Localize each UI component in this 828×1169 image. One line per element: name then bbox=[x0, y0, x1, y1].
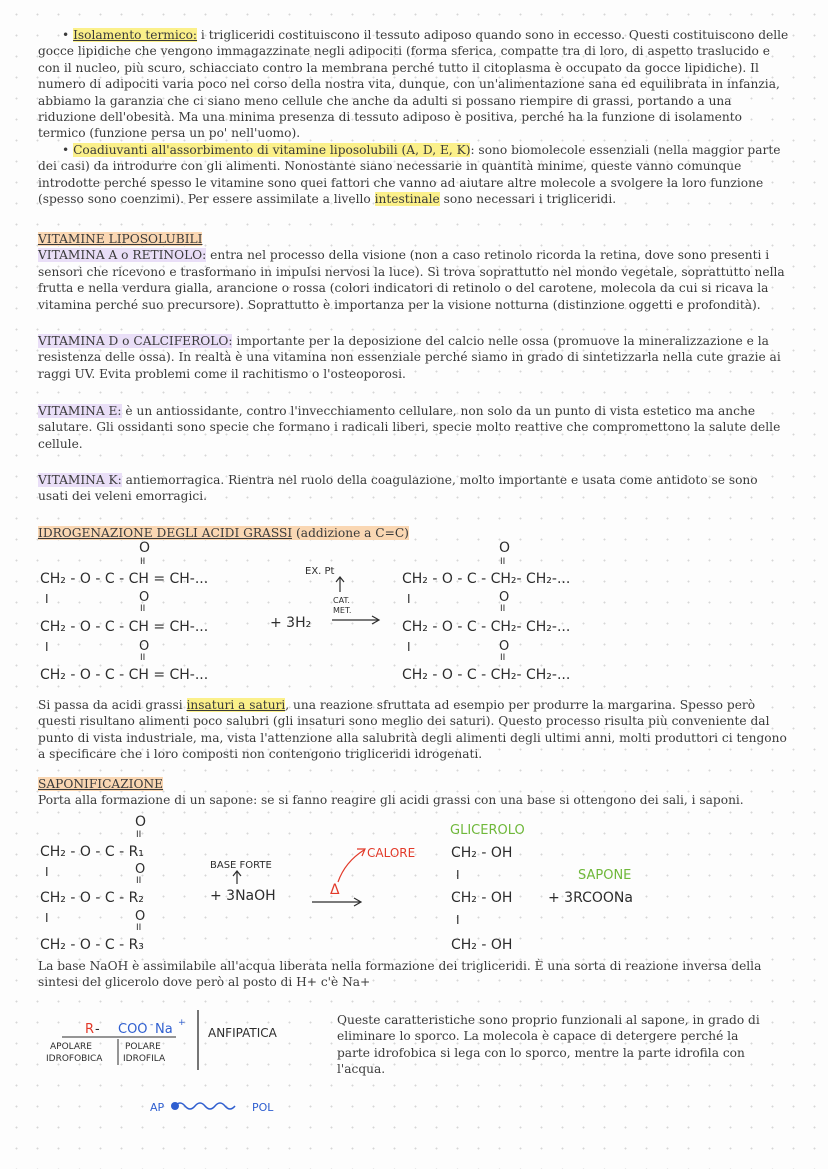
bond-bar: I bbox=[407, 640, 411, 654]
heading-note: (addizione a C=C) bbox=[292, 526, 409, 540]
ester-row-1: CH₂ - O - C - CH = CH-... bbox=[40, 571, 209, 587]
saponification-reaction bbox=[0, 812, 828, 957]
carbonyl-oxygen: O bbox=[139, 590, 150, 605]
bond-bar: I bbox=[456, 868, 460, 882]
vitamin-a-text: entra nel processo della visione (non a caso retinolo ricorda la retina, dove sono presenti i sensori che ricevono e trasformano in impulsi nervosi la luce). Si trova soprattutto nel mondo vegetale, soprattutto nella frutta e nella verdura gialla, arancione o rossa (colori indicatori di retinolo o del carotene, molecola da cui si ricava la vitamina perché suo precursore). Soprattutto è importanza per la visione notturna (distinzione oggetti e profondità). bbox=[38, 248, 785, 312]
bullet-text: sono necessari i trigliceridi. bbox=[439, 192, 617, 207]
hydrogenation-heading-block bbox=[38, 525, 790, 541]
bond-bar: I bbox=[45, 640, 49, 654]
catalyst-label: CAT. bbox=[333, 596, 350, 605]
apolar-label: APOLARE bbox=[50, 1042, 92, 1052]
carbonyl-oxygen: O bbox=[139, 639, 150, 654]
naoh-reagent: + 3NaOH bbox=[210, 888, 276, 904]
catalyst-label: EX. Pt bbox=[305, 566, 335, 577]
bullet-text: : sono biomolecole essenziali (nella maggior parte dei casi) da introdurre con gli alimenti. Nonostante siano necessarie in quantità minime, queste vanno comunque introdotte perché spesso le vitamine sono quei fattori che vanno ad aiutare altre molecole a svolgere la loro funzione (spesso sono coenzimi). Per essere assimilate a livello bbox=[38, 142, 781, 207]
vitamin-e-block bbox=[38, 403, 790, 452]
section-heading: IDROGENAZIONE DEGLI ACIDI GRASSI bbox=[38, 526, 293, 540]
bond-bar: I bbox=[407, 592, 411, 606]
soap-structure bbox=[0, 1005, 330, 1125]
tail-icon bbox=[175, 1103, 235, 1109]
delta-symbol: Δ bbox=[330, 882, 340, 898]
ester-row-2: CH₂ - O - C - R₂ bbox=[40, 890, 144, 906]
double-bond: II bbox=[140, 557, 146, 567]
minus-charge: - bbox=[150, 1020, 154, 1030]
bullet-section bbox=[38, 27, 790, 207]
bond-bar: I bbox=[456, 913, 460, 927]
plus-charge: + bbox=[178, 1018, 186, 1028]
glycerol-row-3: CH₂ - OH bbox=[451, 937, 513, 953]
vitamin-a-title: VITAMINA A o RETINOLO: bbox=[38, 248, 207, 263]
double-bond: II bbox=[500, 653, 506, 663]
ester-row-1: CH₂ - O - C - CH₂- CH₂-... bbox=[402, 571, 571, 587]
bullet-coadiuvanti: • Coadiuvanti all'assorbimento di vitamine liposolubili (A, D, E, K): sono biomolecole essenziali (nella maggior parte dei casi) da introdurre con gli alimenti. Nonostante siano necessarie in quantità minime, queste vanno comunque introdotte perché spesso le vitamine sono quei fattori che vanno ad aiutare altre molecole a svolgere la loro funzione (spesso sono coenzimi). Per essere assimilate a livello intestinale sono necessari i trigliceridi. bbox=[38, 142, 781, 207]
carbonyl-oxygen: O bbox=[499, 590, 510, 605]
sodium: Na bbox=[155, 1022, 173, 1037]
carbonyl-oxygen: O bbox=[499, 639, 510, 654]
para-text: Si passa da acidi grassi bbox=[38, 698, 187, 712]
r-group: R bbox=[85, 1022, 95, 1037]
vitamin-d-block bbox=[38, 333, 790, 382]
vitamin-k-title: VITAMINA K: bbox=[38, 473, 122, 487]
double-bond: II bbox=[500, 557, 506, 567]
ester-row-2: CH₂ - O - C - CH = CH-... bbox=[40, 619, 209, 635]
vitamin-d-text: importante per la deposizione del calcio nelle ossa (promuove la mineralizzazione e la resistenza delle ossa). In realtà è una vitamina non essenziale perché siamo in grado di sintetizzarla nella cute grazie ai raggi UV. Evita problemi come il rachitismo o l'osteoporosi. bbox=[38, 334, 781, 381]
bullet-isolamento: • Isolamento termico: i trigliceridi costituiscono il tessuto adiposo quando sono in eccesso. Questi costituiscono delle gocce lipidiche che vengono immagazzinate negli adipociti (forma sferica, compatte tra di loro, di aspetto traslucido e con il nucleo, più scuro, schiacciato contro la membrana perché tutto il citoplasma è occupato da gocce lipidiche). Il numero di adipociti varia poco nel corso della nostra vita, dunque, con un'alimentazione sana ed equilibrata in infanzia, abbiamo la garanzia che ci siano meno cellule che anche da adulti si possano riempire di grassi, portando a una riduzione dell'obesità. Ma una minima presenza di tessuto adiposo è positiva, perché ha la funzione di isolamento termico (funzione persa un po' nell'uomo). bbox=[38, 28, 789, 141]
saponification-block bbox=[38, 776, 790, 809]
ester-row-3: CH₂ - O - C - CH₂- CH₂-... bbox=[402, 667, 571, 683]
vitamins-section bbox=[38, 231, 790, 313]
bond-bar: I bbox=[45, 592, 49, 606]
carbonyl-oxygen: O bbox=[139, 540, 151, 556]
glycerol-row-1: CH₂ - OH bbox=[451, 845, 513, 861]
para-text: , una reazione sfruttata ad esempio per produrre la margarina. Spesso però questi risultano alimenti poco salubri (gli insaturi sono meglio dei saturi). Questo processo risulta più conveniente dal punto di vista industriale, ma, vista l'attenzione alla salubrità degli alimenti degli ultimi anni, molti produttori ci tengono a specificare che i loro composti non contengono trigliceridi idrogenati. bbox=[38, 698, 787, 762]
carbonyl-oxygen: O bbox=[135, 862, 146, 877]
bullet-title: Isolamento termico: bbox=[73, 28, 198, 42]
soap-product: + 3RCOONa bbox=[548, 890, 633, 906]
glycerol-label: GLICEROLO bbox=[450, 823, 525, 838]
carbonyl-oxygen: O bbox=[499, 540, 511, 556]
ester-row-3: CH₂ - O - C - R₃ bbox=[40, 937, 144, 953]
double-bond: II bbox=[136, 876, 142, 886]
bullet-title: Coadiuvanti all'assorbimento di vitamine liposolubili (A, D, E, K) bbox=[73, 142, 471, 157]
double-bond: II bbox=[140, 604, 146, 614]
double-bond: II bbox=[140, 653, 146, 663]
bond-bar: I bbox=[45, 865, 49, 879]
highlight-intestinale: intestinale bbox=[374, 192, 440, 207]
carbonyl-oxygen: O bbox=[135, 814, 147, 830]
ester-row-3: CH₂ - O - C - CH = CH-... bbox=[40, 667, 209, 683]
section-heading: SAPONIFICAZIONE bbox=[38, 777, 164, 791]
double-bond: II bbox=[136, 830, 142, 840]
hydrophilic-label: IDROFILA bbox=[123, 1054, 166, 1064]
bond-bar: I bbox=[45, 911, 49, 925]
ester-row-1: CH₂ - O - C - R₁ bbox=[40, 844, 144, 860]
bullet-text: i trigliceridi costituiscono il tessuto adiposo quando sono in eccesso. Questi costituiscono delle gocce lipidiche che vengono immagazzinate negli adipociti (forma sferica, compatte tra di loro, di aspetto traslucido e con il nucleo, più scuro, schiacciato contro la membrana perché tutto il citoplasma è occupato da gocce lipidiche). Il numero di adipociti varia poco nel corso della nostra vita, dunque, con un'alimentazione sana ed equilibrata in infanzia, abbiamo la garanzia che ci siano meno cellule che anche da adulti si possano riempire di grassi, portando a una riduzione dell'obesità. Ma una minima presenza di tessuto adiposo è positiva, perché ha la funzione di isolamento termico (funzione persa un po' nell'uomo). bbox=[38, 28, 789, 141]
carboxylate: COO bbox=[118, 1022, 148, 1037]
polar-abbrev: POL bbox=[252, 1101, 274, 1114]
hydrogenation-paragraph bbox=[38, 697, 790, 763]
base-label: BASE FORTE bbox=[210, 860, 272, 871]
ester-row-2: CH₂ - O - C - CH₂- CH₂-... bbox=[402, 619, 571, 635]
heat-label: CALORE bbox=[367, 846, 416, 860]
amphipathic-label: ANFIPATICA bbox=[208, 1026, 277, 1040]
polar-label: POLARE bbox=[125, 1042, 161, 1052]
heat-arrow-icon bbox=[338, 850, 364, 882]
hydrogenation-reaction bbox=[0, 540, 828, 690]
para-text: La base NaOH è assimilabile all'acqua liberata nella formazione dei trigliceridi. È una sorta di reazione inversa della sintesi del glicerolo dove però al posto di H+ c'è Na+ bbox=[38, 959, 762, 990]
double-bond: II bbox=[136, 923, 142, 933]
double-bond: II bbox=[500, 604, 506, 614]
carbonyl-oxygen: O bbox=[135, 909, 146, 924]
hydrogen-reagent: + 3H₂ bbox=[270, 615, 312, 631]
soap-description bbox=[337, 1012, 767, 1078]
section-heading: VITAMINE LIPOSOLUBILI bbox=[38, 232, 203, 246]
soap-label: SAPONE bbox=[578, 868, 632, 883]
apolar-abbrev: AP bbox=[150, 1101, 165, 1114]
vitamin-k-block bbox=[38, 472, 790, 505]
para-text: Queste caratteristiche sono proprio funzionali al sapone, in grado di eliminare lo sporco. La molecola è capace di detergere perché la parte idrofobica si lega con lo sporco, mentre la parte idrofila con l'acqua. bbox=[337, 1013, 760, 1077]
vitamin-e-title: VITAMINA E: bbox=[38, 404, 122, 418]
highlight-insaturi: insaturi a saturi bbox=[186, 698, 286, 712]
catalyst-label: MET. bbox=[333, 606, 352, 615]
glycerol-row-2: CH₂ - OH bbox=[451, 890, 513, 906]
vitamin-k-text: antiemorragica. Rientra nel ruolo della coagulazione, molto importante e usata come antidoto se sono usati dei veleni emorragici. bbox=[38, 473, 758, 504]
vitamin-e-text: è un antiossidante, contro l'invecchiamento cellulare, non solo da un punto di vista estetico ma anche salutare. Gli ossidanti sono specie che formano i radicali liberi, specie molto reattive che compromettono la salute delle cellule. bbox=[38, 404, 781, 451]
hydrophobic-label: IDROFOBICA bbox=[46, 1054, 103, 1064]
saponification-intro: Porta alla formazione di un sapone: se si fanno reagire gli acidi grassi con una base si ottengono dei sali, i saponi. bbox=[38, 793, 744, 808]
saponification-paragraph bbox=[38, 958, 790, 991]
bond-dash: - bbox=[95, 1022, 100, 1037]
vitamin-d-title: VITAMINA D o CALCIFEROLO: bbox=[38, 334, 233, 348]
